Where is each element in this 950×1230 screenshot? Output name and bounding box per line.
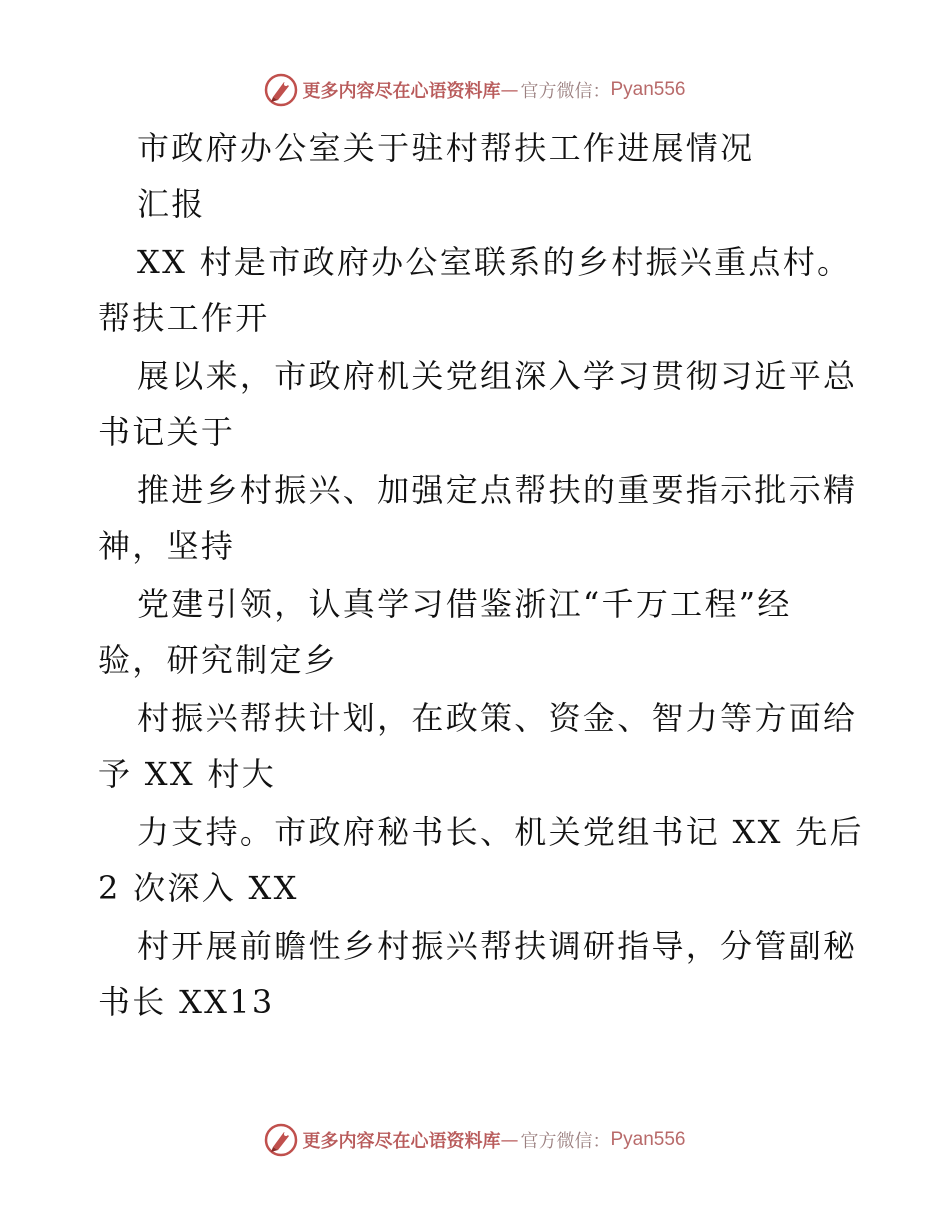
paragraph-line: 展以来，市政府机关党组深入学习贯彻习近平总 <box>137 357 858 395</box>
watermark-label: 官方微信： <box>520 1131 611 1152</box>
watermark-label: 官方微信： <box>520 81 611 102</box>
paragraph-line: 神，坚持 <box>98 527 236 565</box>
paragraph-line: 书记关于 <box>98 413 236 451</box>
footer-watermark <box>0 1120 950 1160</box>
document-title-line-1: 市政府办公室关于驻村帮扶工作进展情况 <box>137 129 755 167</box>
paragraph-line: 验，研究制定乡 <box>98 641 339 679</box>
paragraph-line: 村振兴帮扶计划，在政策、资金、智力等方面给 <box>137 699 858 737</box>
watermark-text: 更多内容尽在心语资料库 <box>302 81 501 102</box>
watermark-text: 更多内容尽在心语资料库 <box>302 1131 501 1152</box>
logo-icon <box>264 73 298 107</box>
paragraph-line: XX 村是市政府办公室联系的乡村振兴重点村。 <box>137 243 852 281</box>
paragraph-line: 予 XX 村大 <box>98 755 277 793</box>
paragraph-line: 党建引领，认真学习借鉴浙江“千万工程”经 <box>137 585 792 623</box>
logo-icon <box>264 1123 298 1157</box>
paragraph-line: 村开展前瞻性乡村振兴帮扶调研指导，分管副秘 <box>137 927 858 965</box>
header-watermark <box>0 70 950 110</box>
paragraph-line: 推进乡村振兴、加强定点帮扶的重要指示批示精 <box>137 471 858 509</box>
paragraph-line: 力支持。市政府秘书长、机关党组书记 XX 先后 <box>137 813 864 851</box>
paragraph-line: 书长 XX13 <box>98 983 275 1021</box>
paragraph-line: 帮扶工作开 <box>98 299 270 337</box>
watermark-dash: — <box>500 79 519 101</box>
watermark-id: Pyan556 <box>610 1129 686 1150</box>
watermark-dash: — <box>500 1129 519 1151</box>
watermark-id: Pyan556 <box>610 79 686 100</box>
paragraph-line: 2 次深入 XX <box>98 869 299 907</box>
document-title-line-2: 汇报 <box>137 185 206 223</box>
